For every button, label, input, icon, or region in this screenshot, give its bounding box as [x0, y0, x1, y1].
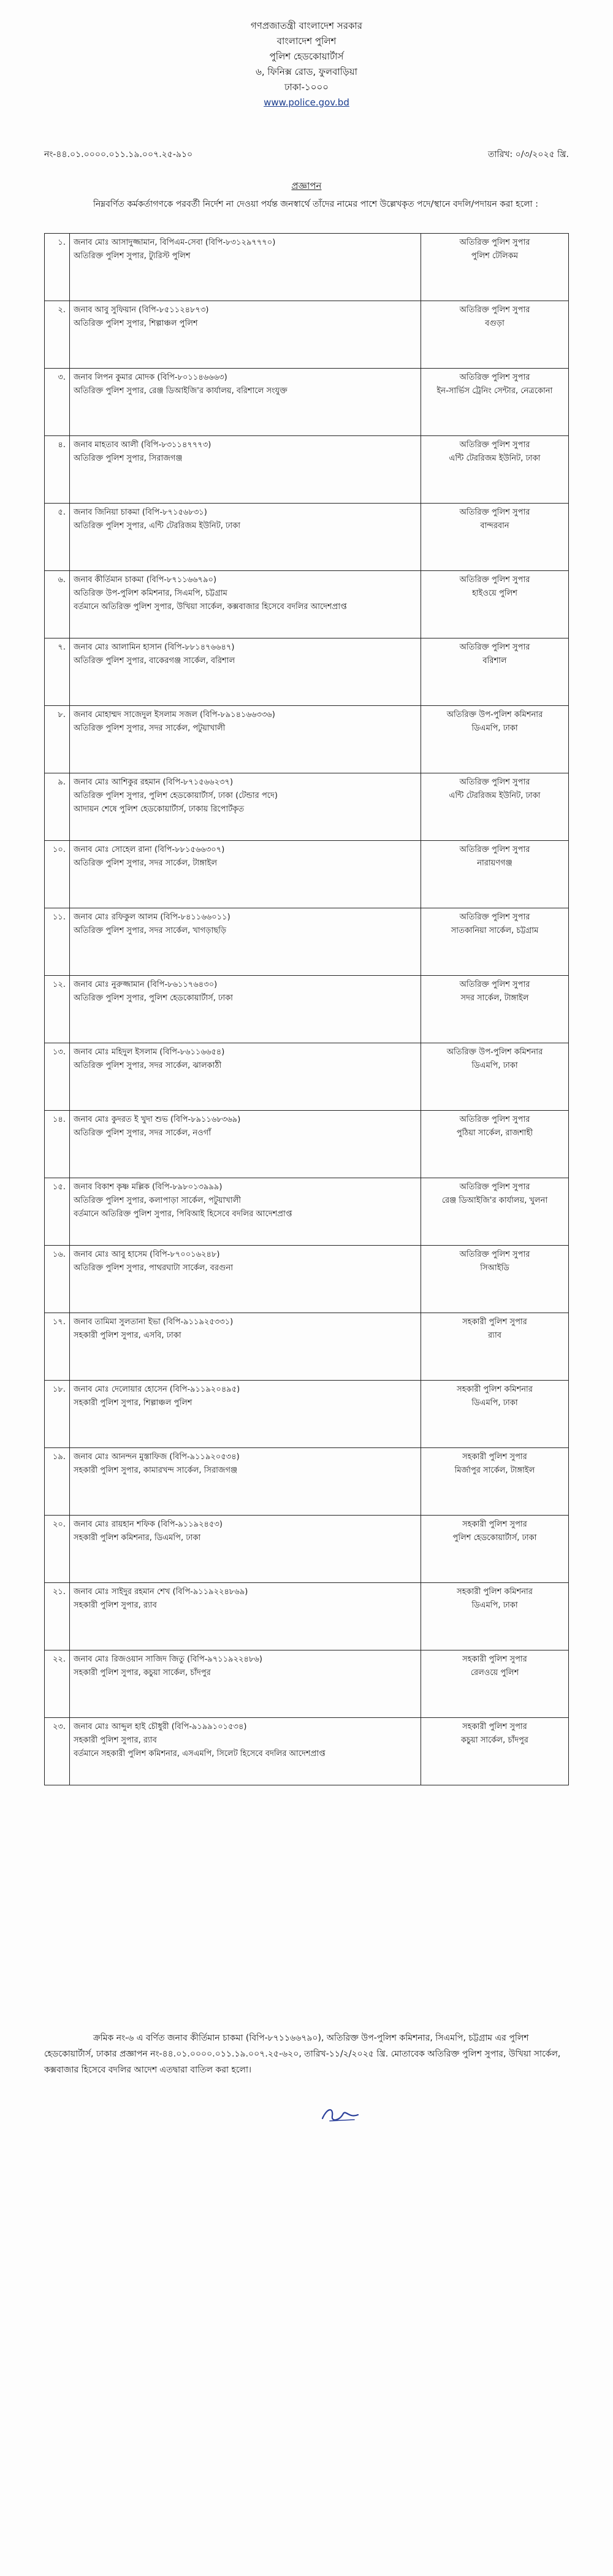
new-designation: সহকারী পুলিশ সুপার — [462, 1520, 527, 1529]
serial-number: ১৪. — [45, 1111, 70, 1178]
officer-cell — [70, 841, 421, 908]
table-row — [45, 976, 569, 1043]
table-row — [45, 436, 569, 504]
footnote-paragraph: ক্রমিক নং-৬ এ বর্ণিত জনাব কীর্তিমান চাকমা (বিপি-৮৭১১৬৬৭৯০), অতিরিক্ত উপ-পুলিশ কমিশনার, সিএমপি, চট্টগ্রাম এর পুলিশ হেডকোয়ার্টার্স, ঢাকার প্রজ্ঞাপন নং-৪৪.০১.০০০০.০১১.১৯.০০৭.২৫-৬২০, তারিখ-১১/২/২০২৫ খ্রি. মোতাবেক অতিরিক্ত পুলিশ সুপার, উখিয়া সার্কেল, কক্সবাজার হিসেবে বদলির আদেশ এতদ্বারা বাতিল করা হলো। — [44, 2033, 561, 2075]
table-row — [45, 1650, 569, 1718]
memo-row — [44, 147, 569, 163]
serial-number: ৯. — [45, 773, 70, 841]
new-posting-cell — [421, 1381, 569, 1448]
table-row — [45, 1043, 569, 1111]
serial-number: ১৮. — [45, 1381, 70, 1448]
new-designation: অতিরিক্ত পুলিশ সুপার — [459, 575, 530, 585]
new-posting-cell — [421, 1650, 569, 1718]
officer-name: জনাব মাহতাব আলী (বিপি-৮৩১১৪৭৭৭৩) — [74, 440, 211, 450]
serial-number: ৫. — [45, 504, 70, 571]
serial-number: ১৯. — [45, 1448, 70, 1516]
new-posting-cell — [421, 976, 569, 1043]
officer-name: জনাব আবু সুফিয়ান (বিপি-৮৫১১২৪৮৭৩) — [74, 305, 209, 315]
current-posting: সহকারী পুলিশ কমিশনার, ডিএমপি, ঢাকা — [74, 1533, 201, 1543]
officer-name: জনাব মোঃ সাইদুর রহমান শেখ (বিপি-৯১১৯২২৪৮৬৯) — [74, 1587, 248, 1597]
new-location: সদর সার্কেল, টাঙ্গাইল — [460, 994, 529, 1003]
new-designation: সহকারী পুলিশ সুপার — [462, 1317, 527, 1327]
new-posting-cell — [421, 1583, 569, 1650]
officer-cell — [70, 571, 421, 638]
officer-name: জনাব তামিমা সুলতানা ইভা (বিপি-৯১১৯২৫৩৩১) — [74, 1317, 234, 1327]
serial-number: ১৬. — [45, 1246, 70, 1313]
table-row — [45, 638, 569, 706]
new-posting-cell — [421, 571, 569, 638]
officer-name: জনাব মোঃ দেলোয়ার হোসেন (বিপি-৯১১৯২০৪৯৫) — [74, 1385, 240, 1394]
current-posting: অতিরিক্ত উপ-পুলিশ কমিশনার, সিএমপি, চট্টগ্রাম — [74, 589, 227, 598]
new-designation: অতিরিক্ত পুলিশ সুপার — [459, 508, 530, 517]
new-location: পুঠিয়া সার্কেল, রাজশাহী — [456, 1129, 533, 1138]
officer-name: জনাব মোঃ সোহেল রানা (বিপি-৮৮১৫৬৬৩০৭) — [74, 845, 225, 854]
website-link[interactable]: www.police.gov.bd — [264, 97, 349, 108]
remark-line: আদায়ন শেষে পুলিশ হেডকোয়ার্টার্স, ঢাকায় রিপোর্টকৃত — [74, 805, 245, 814]
new-designation: অতিরিক্ত পুলিশ সুপার — [459, 1115, 530, 1124]
serial-number: ১৭. — [45, 1313, 70, 1381]
officer-cell — [70, 1381, 421, 1448]
current-posting: সহকারী পুলিশ সুপার, এসবি, ঢাকা — [74, 1331, 181, 1340]
letterhead — [0, 18, 613, 110]
table-row — [45, 369, 569, 436]
officer-cell — [70, 1246, 421, 1313]
new-designation: অতিরিক্ত পুলিশ সুপার — [459, 238, 530, 247]
current-posting: অতিরিক্ত পুলিশ সুপার, পাথরঘাটা সার্কেল, বরগুনা — [74, 1263, 234, 1273]
new-designation: সহকারী পুলিশ সুপার — [462, 1655, 527, 1664]
table-row — [45, 504, 569, 571]
new-posting-cell — [421, 638, 569, 706]
new-designation: অতিরিক্ত পুলিশ সুপার — [459, 778, 530, 787]
new-location: ইন-সার্ভিস ট্রেনিং সেন্টার, নেত্রকোনা — [436, 386, 553, 396]
current-posting: অতিরিক্ত পুলিশ সুপার, কলাপাড়া সার্কেল, পটুয়াখালী — [74, 1196, 242, 1205]
signature-mark — [319, 2103, 362, 2127]
new-designation: অতিরিক্ত পুলিশ সুপার — [459, 1250, 530, 1259]
new-location: কচুয়া সার্কেল, চাঁদপুর — [461, 1736, 528, 1745]
transfer-table-body — [45, 234, 569, 1785]
current-posting: সহকারী পুলিশ সুপার, র‌্যাব — [74, 1601, 157, 1610]
serial-number: ১১. — [45, 908, 70, 976]
serial-number: ৩. — [45, 369, 70, 436]
new-designation: অতিরিক্ত পুলিশ সুপার — [459, 913, 530, 922]
officer-cell — [70, 1111, 421, 1178]
serial-number: ২২. — [45, 1650, 70, 1718]
table-row — [45, 1178, 569, 1246]
current-posting: অতিরিক্ত পুলিশ সুপার, সিরাজগঞ্জ — [74, 454, 183, 463]
new-designation: অতিরিক্ত পুলিশ সুপার — [459, 980, 530, 989]
new-designation: সহকারী পুলিশ কমিশনার — [457, 1385, 533, 1394]
new-location: এন্টি টেররিজম ইউনিট, ঢাকা — [449, 791, 541, 800]
new-posting-cell — [421, 301, 569, 369]
serial-number: ২১. — [45, 1583, 70, 1650]
officer-name: জনাব মোঃ নুরুজ্জামান (বিপি-৮৬১১৭৬৪৩০) — [74, 980, 218, 989]
officer-cell — [70, 504, 421, 571]
officer-name: জনাব মোঃ আলামিন হাসান (বিপি-৮৮১৪৭৬৬৪৭) — [74, 643, 235, 652]
new-designation: অতিরিক্ত পুলিশ সুপার — [459, 440, 530, 450]
current-posting: অতিরিক্ত পুলিশ সুপার, রেঞ্জ ডিআইজি'র কার্যালয়, বরিশালে সংযুক্ত — [74, 386, 287, 396]
serial-number: ১৩. — [45, 1043, 70, 1111]
new-location: এন্টি টেররিজম ইউনিট, ঢাকা — [449, 454, 541, 463]
transfer-table — [44, 233, 569, 1785]
new-designation: অতিরিক্ত পুলিশ সুপার — [459, 1183, 530, 1192]
table-row — [45, 1313, 569, 1381]
current-posting: অতিরিক্ত পুলিশ সুপার, সদর সার্কেল, পটুয়াখালী — [74, 724, 226, 733]
table-row — [45, 1381, 569, 1448]
officer-cell — [70, 773, 421, 841]
serial-number: ২. — [45, 301, 70, 369]
remark-line: বর্তমানে সহকারী পুলিশ কমিশনার, এসএমপি, সিলেট হিসেবে বদলির আদেশপ্রাপ্ত — [74, 1749, 326, 1758]
new-posting-cell — [421, 1043, 569, 1111]
new-posting-cell — [421, 504, 569, 571]
table-row — [45, 1448, 569, 1516]
remark-line: বর্তমানে অতিরিক্ত পুলিশ সুপার, পিবিআই হিসেবে বদলির আদেশপ্রাপ্ত — [74, 1209, 292, 1219]
new-designation: অতিরিক্ত পুলিশ সুপার — [459, 305, 530, 315]
officer-cell — [70, 1650, 421, 1718]
officer-name: জনাব কীর্তিমান চাকমা (বিপি-৮৭১১৬৬৭৯০) — [74, 575, 217, 585]
table-row — [45, 234, 569, 301]
new-posting-cell — [421, 1178, 569, 1246]
serial-number: ১. — [45, 234, 70, 301]
current-posting: সহকারী পুলিশ সুপার, শিল্পাঞ্চল পুলিশ — [74, 1398, 192, 1408]
current-posting: অতিরিক্ত পুলিশ সুপার, বাকেরগঞ্জ সার্কেল, বরিশাল — [74, 656, 235, 665]
officer-name: জনাব মোঃ রিজওয়ান সাজিদ জিতু (বিপি-৯৭১১৯২২৪৮৬) — [74, 1655, 262, 1664]
new-location: পুলিশ টেলিকম — [471, 251, 519, 261]
current-posting: অতিরিক্ত পুলিশ সুপার, পুলিশ হেডকোয়ার্টার্স, ঢাকা (টেন্ডার পদে) — [74, 791, 278, 800]
new-posting-cell — [421, 1111, 569, 1178]
officer-cell — [70, 976, 421, 1043]
current-posting: অতিরিক্ত পুলিশ সুপার, সদর সার্কেল, ঝালকাঠী — [74, 1061, 222, 1070]
serial-number: ৭. — [45, 638, 70, 706]
officer-cell — [70, 1448, 421, 1516]
current-posting: অতিরিক্ত পুলিশ সুপার, শিল্পাঞ্চল পুলিশ — [74, 319, 198, 328]
current-posting: অতিরিক্ত পুলিশ সুপার, সদর সার্কেল, টাঙ্গাইল — [74, 859, 218, 868]
new-location: পুলিশ হেডকোয়ার্টার্স, ঢাকা — [452, 1533, 537, 1543]
office-city: ঢাকা-১০০০ — [284, 82, 329, 93]
government-name: গণপ্রজাতন্ত্রী বাংলাদেশ সরকার — [250, 20, 363, 31]
current-posting: অতিরিক্ত পুলিশ সুপার, সদর সার্কেল, খাগড়াছড়ি — [74, 926, 227, 935]
current-posting: অতিরিক্ত পুলিশ সুপার, এন্টি টেররিজম ইউনিট, ঢাকা — [74, 521, 241, 531]
new-designation: অতিরিক্ত পুলিশ সুপার — [459, 373, 530, 382]
new-designation: সহকারী পুলিশ সুপার — [462, 1722, 527, 1731]
serial-number: ৮. — [45, 706, 70, 773]
new-designation: অতিরিক্ত উপ-পুলিশ কমিশনার — [446, 710, 543, 719]
new-posting-cell — [421, 1313, 569, 1381]
serial-number: ১০. — [45, 841, 70, 908]
new-posting-cell — [421, 841, 569, 908]
office-address: ৬, ফিনিক্স রোড, ফুলবাড়িয়া — [256, 66, 357, 77]
officer-name: জনাব মোহাম্মদ সাজেদুল ইসলাম সজল (বিপি-৮৯১৪১৬৬৩৩৬) — [74, 710, 275, 719]
officer-cell — [70, 1043, 421, 1111]
table-row — [45, 706, 569, 773]
memo-date: তারিখ: ০/৩/২০২৫ খ্রি. — [488, 150, 569, 159]
officer-cell — [70, 706, 421, 773]
current-posting: সহকারী পুলিশ সুপার, কচুয়া সার্কেল, চাঁদপুর — [74, 1668, 211, 1677]
officer-name: জনাব মোঃ আবু হাসেম (বিপি-৮৭০০১৬২৪৮) — [74, 1250, 220, 1259]
new-posting-cell — [421, 1448, 569, 1516]
table-row — [45, 1583, 569, 1650]
officer-cell — [70, 436, 421, 504]
current-posting: সহকারী পুলিশ সুপার, র‌্যাব — [74, 1736, 157, 1745]
table-row — [45, 571, 569, 638]
current-posting: সহকারী পুলিশ সুপার, কামারখন্দ সার্কেল, সিরাজগঞ্জ — [74, 1466, 238, 1475]
new-location: বান্দরবান — [480, 521, 509, 531]
officer-name: জনাব মোঃ আব্দুল হাই চৌধুরী (বিপি-৯১৯৯১০১৫৩৪) — [74, 1722, 247, 1731]
new-location: সাতকানিয়া সার্কেল, চট্টগ্রাম — [451, 926, 539, 935]
officer-name: জনাব বিকাশ কৃষ্ণ মল্লিক (বিপি-৮৯৮০১৩৯৯৯) — [74, 1183, 223, 1192]
officer-name: জনাব মোঃ আসাদুজ্জামান, বিপিএম-সেবা (বিপি-৮৩১২৯৭৭৭০) — [74, 238, 276, 247]
subject-heading: প্রজ্ঞাপন — [291, 180, 322, 191]
table-row — [45, 841, 569, 908]
new-location: রেলওয়ে পুলিশ — [470, 1668, 519, 1677]
new-location: ডিএমপি, ঢাকা — [471, 1398, 518, 1408]
new-designation: অতিরিক্ত পুলিশ সুপার — [459, 845, 530, 854]
officer-cell — [70, 301, 421, 369]
table-row — [45, 1516, 569, 1583]
new-location: সিআইডি — [480, 1263, 509, 1273]
table-row — [45, 1718, 569, 1785]
new-location: হাইওয়ে পুলিশ — [472, 589, 517, 598]
new-location: র‌্যাব — [488, 1331, 501, 1340]
new-posting-cell — [421, 1516, 569, 1583]
new-posting-cell — [421, 908, 569, 976]
new-designation: সহকারী পুলিশ সুপার — [462, 1452, 527, 1462]
new-designation: অতিরিক্ত উপ-পুলিশ কমিশনার — [446, 1048, 543, 1057]
officer-name: জনাব মোঃ আনন্দন মুস্তাফিজ (বিপি-৯১১৯২০৫৩৪) — [74, 1452, 240, 1462]
new-posting-cell — [421, 436, 569, 504]
serial-number: ১২. — [45, 976, 70, 1043]
new-posting-cell — [421, 706, 569, 773]
officer-cell — [70, 369, 421, 436]
officer-name: জনাব মোঃ আশিকুর রহমান (বিপি-৮৭১৫৬৬২৩৭) — [74, 778, 234, 787]
officer-cell — [70, 1313, 421, 1381]
new-location: বরিশাল — [482, 656, 507, 665]
officer-name: জনাব মোঃ রফিকুল আলম (বিপি-৮৪১১৬৬০১১) — [74, 913, 230, 922]
new-posting-cell — [421, 234, 569, 301]
officer-cell — [70, 1718, 421, 1785]
officer-cell — [70, 1178, 421, 1246]
serial-number: ৪. — [45, 436, 70, 504]
officer-cell — [70, 638, 421, 706]
new-posting-cell — [421, 1246, 569, 1313]
current-posting: অতিরিক্ত পুলিশ সুপার, ট্যুরিস্ট পুলিশ — [74, 251, 191, 261]
table-row — [45, 1246, 569, 1313]
department-name: বাংলাদেশ পুলিশ — [276, 36, 337, 47]
officer-name: জনাব জিনিয়া চাকমা (বিপি-৮৭১৫৬৮৩১) — [74, 508, 207, 517]
serial-number: ২০. — [45, 1516, 70, 1583]
officer-name: জনাব মোঃ কুদরত ই খুদা শুভ (বিপি-৮৯১১৬৮৩৬৯) — [74, 1115, 241, 1124]
new-posting-cell — [421, 369, 569, 436]
officer-name: জনাব মোঃ মহিদুল ইসলাম (বিপি-৮৬১১৬৬৫৪) — [74, 1048, 225, 1057]
new-posting-cell — [421, 773, 569, 841]
new-designation: সহকারী পুলিশ কমিশনার — [457, 1587, 533, 1597]
current-posting: অতিরিক্ত পুলিশ সুপার, পুলিশ হেডকোয়ার্টার্স, ঢাকা — [74, 994, 233, 1003]
new-location: ডিএমপি, ঢাকা — [471, 724, 518, 733]
officer-cell — [70, 1516, 421, 1583]
officer-cell — [70, 234, 421, 301]
officer-name: জনাব মোঃ রায়হান শফিক (বিপি-৯১১৯২৪৫৩) — [74, 1520, 223, 1529]
serial-number: ২৩. — [45, 1718, 70, 1785]
officer-name: জনাব লিপন কুমার মোদক (বিপি-৮০১১৪৬৬৬৩) — [74, 373, 227, 382]
table-row — [45, 908, 569, 976]
memo-number: নং-৪৪.০১.০০০০.০১১.১৯.০০৭.২৫-৯১০ — [44, 150, 193, 159]
new-location: রেঞ্জ ডিআইজি'র কার্যালয়, খুলনা — [441, 1196, 548, 1205]
new-location: নারায়ণগঞ্জ — [477, 859, 512, 868]
current-posting: অতিরিক্ত পুলিশ সুপার, সদর সার্কেল, নওগাঁ — [74, 1129, 211, 1138]
table-row — [45, 301, 569, 369]
new-designation: অতিরিক্ত পুলিশ সুপার — [459, 643, 530, 652]
new-location: ডিএমপি, ঢাকা — [471, 1061, 518, 1070]
intro-paragraph: নিম্নবর্ণিত কর্মকর্তাগণকে পরবর্তী নির্দেশ না দেওয়া পর্যন্ত জনস্বার্থে তাঁদের নামের পাশে উল্লেখকৃত পদে/স্থানে বদলি/পদায়ন করা হলো : — [93, 199, 538, 209]
officer-cell — [70, 908, 421, 976]
new-location: মির্জাপুর সার্কেল, টাঙ্গাইল — [454, 1466, 535, 1475]
new-posting-cell — [421, 1718, 569, 1785]
serial-number: ১৫. — [45, 1178, 70, 1246]
serial-number: ৬. — [45, 571, 70, 638]
new-location: ডিএমপি, ঢাকা — [471, 1601, 518, 1610]
table-row — [45, 1111, 569, 1178]
table-row — [45, 773, 569, 841]
remark-line: বর্তমানে অতিরিক্ত পুলিশ সুপার, উখিয়া সার্কেল, কক্সবাজার হিসেবে বদলির আদেশপ্রাপ্ত — [74, 602, 347, 611]
officer-cell — [70, 1583, 421, 1650]
office-name: পুলিশ হেডকোয়ার্টার্স — [269, 51, 344, 62]
new-location: বগুড়া — [485, 319, 504, 328]
